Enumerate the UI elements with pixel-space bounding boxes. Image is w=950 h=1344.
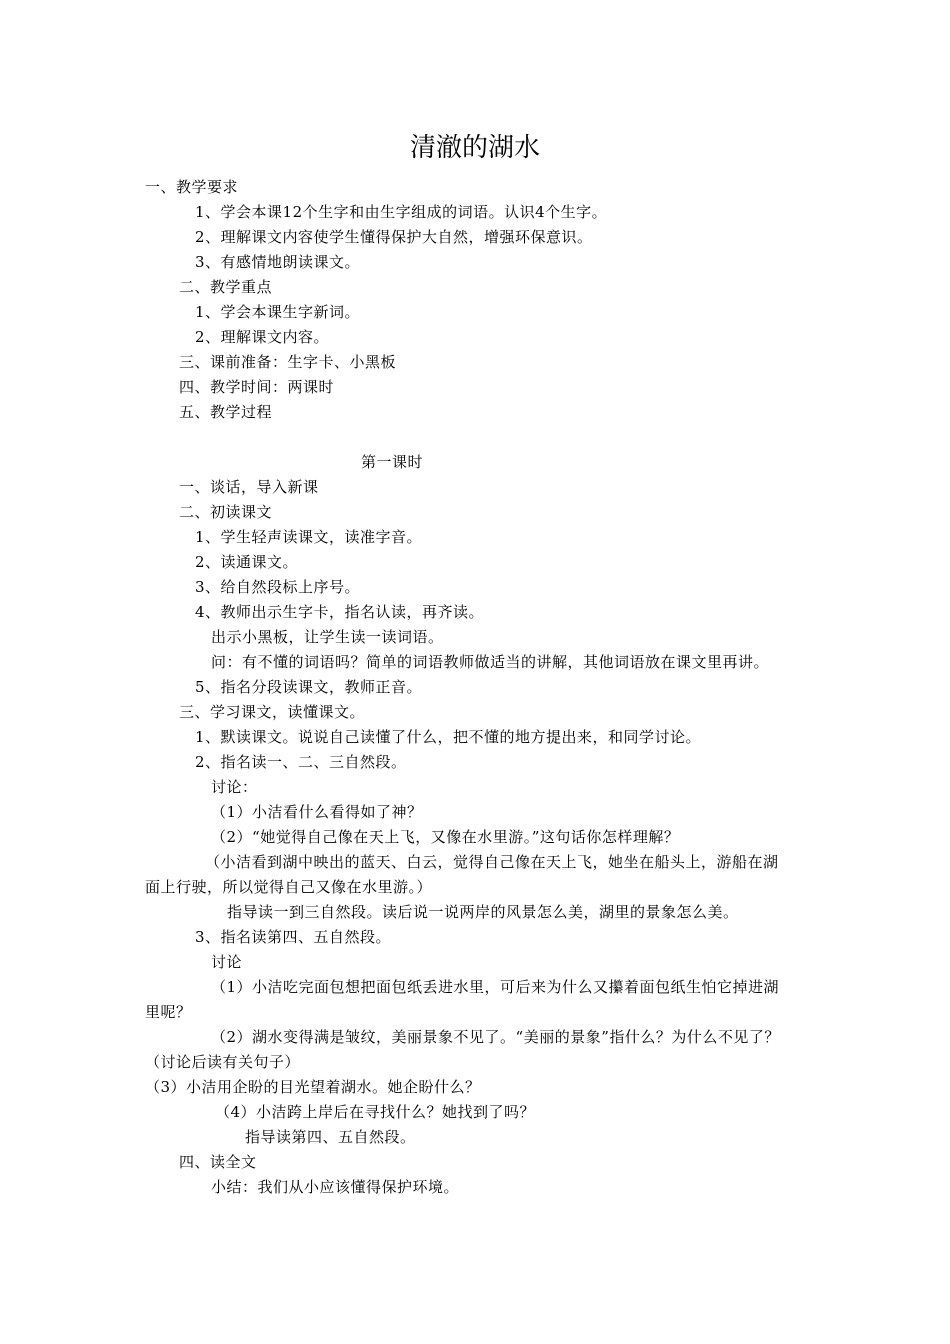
text-line: 4、教师出示生字卡，指名认读，再齐读。 xyxy=(195,603,485,621)
text-line: 1、学会本课12个生字和由生字组成的词语。认识4个生字。 xyxy=(195,203,608,221)
text-line: 问：有不懂的词语吗？简单的词语教师做适当的讲解，其他词语放在课文里再讲。 xyxy=(211,653,770,671)
lesson-heading: 第一课时 xyxy=(361,453,424,471)
text-line: 3、指名读第四、五自然段。 xyxy=(195,928,392,946)
text-line: 出示小黑板，让学生读一读词语。 xyxy=(211,628,444,646)
section-heading: 二、初读课文 xyxy=(179,503,273,521)
section-heading: 四、教学时间：两课时 xyxy=(179,378,335,396)
text-line: （2）湖水变得满是皱纹，美丽景象不见了。“美丽的景象”指什么？为什么不见了？ xyxy=(211,1028,780,1046)
text-line: 2、理解课文内容使学生懂得保护大自然，增强环保意识。 xyxy=(195,228,593,246)
text-line: （讨论后读有关句子） xyxy=(145,1053,301,1071)
text-line: 3、给自然段标上序号。 xyxy=(195,578,361,596)
text-line: 1、默读课文。说说自己读懂了什么，把不懂的地方提出来，和同学讨论。 xyxy=(195,728,702,746)
text-line: （3）小洁用企盼的目光望着湖水。她企盼什么？ xyxy=(145,1078,481,1096)
text-line: 1、学会本课生字新词。 xyxy=(195,303,361,321)
section-heading: 四、读全文 xyxy=(179,1153,257,1171)
text-line: 2、读通课文。 xyxy=(195,553,299,571)
section-heading: 三、课前准备：生字卡、小黑板 xyxy=(179,353,397,371)
text-line: 讨论： xyxy=(211,778,258,796)
text-line: 讨论 xyxy=(211,953,243,971)
text-line: （2）“她觉得自己像在天上飞，又像在水里游。”这句话你怎样理解？ xyxy=(211,828,680,846)
text-line: 2、理解课文内容。 xyxy=(195,328,330,346)
text-line: （1）小洁看什么看得如了神？ xyxy=(211,803,423,821)
text-line: 2、指名读一、二、三自然段。 xyxy=(195,753,407,771)
text-line: （4）小洁跨上岸后在寻找什么？她找到了吗？ xyxy=(215,1103,536,1121)
text-line: 指导读第四、五自然段。 xyxy=(245,1128,416,1146)
text-line: （小洁看到湖中映出的蓝天、白云，觉得自己像在天上飞，她坐在船头上，游船在湖 xyxy=(205,853,779,871)
section-heading: 二、教学重点 xyxy=(179,278,273,296)
document-title: 清澈的湖水 xyxy=(409,133,540,163)
text-line: 面上行驶，所以觉得自己又像在水里游。） xyxy=(145,878,433,896)
section-heading: 一、教学要求 xyxy=(145,178,239,196)
text-line: （1）小洁吃完面包想把面包纸丢进水里，可后来为什么又攥着面包纸生怕它掉进湖 xyxy=(211,978,780,996)
section-heading: 三、学习课文，读懂课文。 xyxy=(179,703,366,721)
section-heading: 五、教学过程 xyxy=(179,403,273,421)
text-line: 指导读一到三自然段。读后说一说两岸的风景怎么美，湖里的景象怎么美。 xyxy=(227,903,739,921)
section-heading: 一、谈话，导入新课 xyxy=(179,478,319,496)
text-line: 小结：我们从小应该懂得保护环境。 xyxy=(211,1178,460,1196)
text-line: 1、学生轻声读课文，读准字音。 xyxy=(195,528,423,546)
text-line: 里呢？ xyxy=(145,1003,192,1021)
text-line: 3、有感情地朗读课文。 xyxy=(195,253,361,271)
text-line: 5、指名分段读课文，教师正音。 xyxy=(195,678,423,696)
